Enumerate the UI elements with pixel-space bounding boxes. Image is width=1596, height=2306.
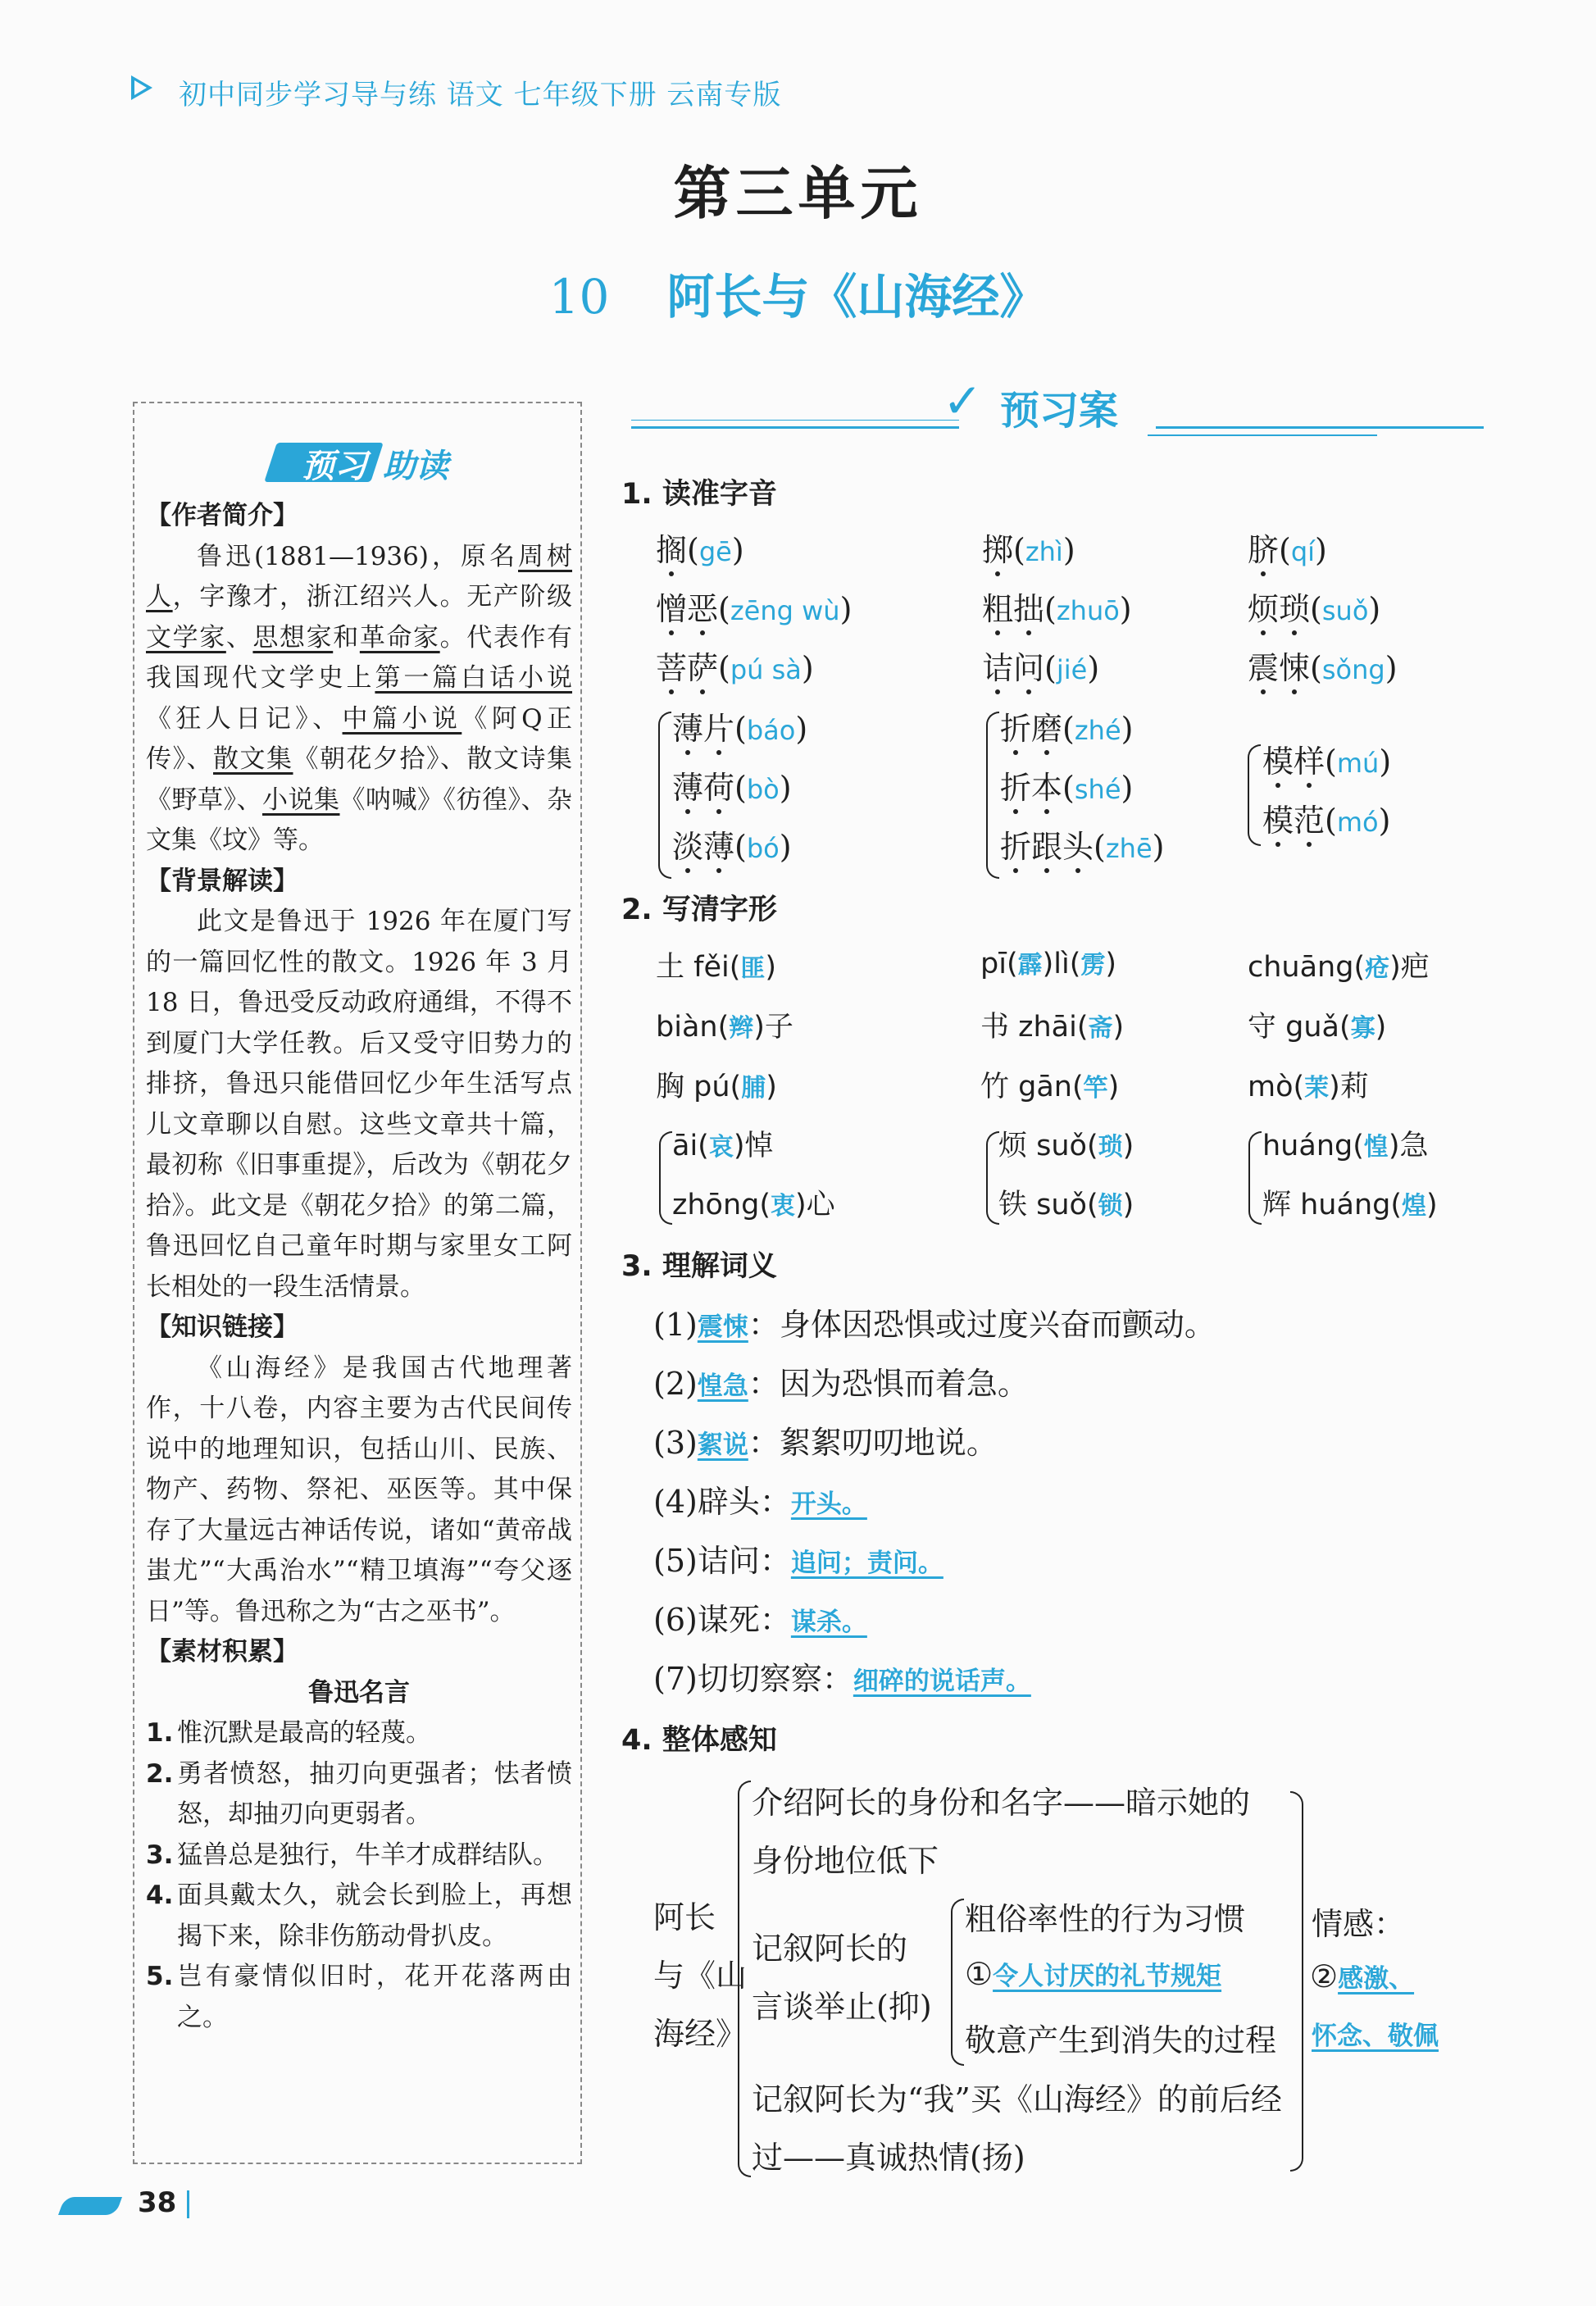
glyph-answer: 脯 — [741, 1074, 766, 1103]
char: 模 — [1262, 744, 1294, 780]
text-fragment: ① — [965, 1956, 994, 1992]
glyph-suffix: ) — [766, 1071, 777, 1103]
quote-text: 惟沉默是最高的轻蔑。 — [177, 1718, 431, 1748]
char: 搁 — [656, 532, 688, 568]
char: 本 — [1031, 770, 1063, 806]
quote-item — [146, 1876, 572, 1957]
pronunciation-item: 震悚(sǒng) — [1248, 650, 1398, 686]
char: 薄 — [672, 711, 704, 747]
glyph-prompt: āi( — [672, 1130, 709, 1162]
emotion-answer-1 — [1310, 1958, 1414, 1994]
glyph-prompt: pī( — [980, 948, 1018, 980]
text-fragment: 鲁迅(1881—1936)，原名 — [197, 541, 518, 571]
quote-text: 猛兽总是独行，牛羊才成群结队。 — [177, 1840, 558, 1870]
char: 脐 — [1248, 532, 1280, 568]
char: 恶 — [687, 591, 719, 627]
quote-item — [146, 1835, 572, 1876]
vocab-number: (4) — [653, 1484, 698, 1520]
glyph-answer: 琐 — [1098, 1133, 1123, 1162]
preview-rule — [631, 426, 959, 429]
pronunciation-group-item: 淡薄(bó) — [672, 829, 792, 865]
vocab-item — [653, 1535, 944, 1581]
word — [1000, 829, 1094, 865]
pinyin: gē — [698, 536, 732, 567]
pinyin: jié — [1056, 654, 1088, 685]
section-1-title: 1. 读准字音 — [621, 478, 777, 511]
glyph-answer: 疮 — [1365, 954, 1390, 983]
glyph-prompt: 竹 gān( — [980, 1071, 1084, 1103]
pronunciation-item: 脐(qí) — [1248, 532, 1327, 568]
word — [656, 532, 687, 568]
word — [1000, 770, 1062, 806]
text-fragment: 《阿Q正传》、 — [146, 703, 573, 774]
pinyin: zhuō — [1056, 595, 1120, 626]
lesson-number: 10 — [548, 269, 610, 325]
quote-number: 5. — [146, 1962, 174, 1991]
quote-text: 勇者愤怒，抽刃向更强者；怯者愤怒，却抽刃向更弱者。 — [177, 1758, 572, 1829]
vocab-item — [653, 1653, 1031, 1699]
text-fragment: ，字豫才，浙江绍兴人。无产阶级 — [172, 582, 573, 612]
glyph-answer: 辫 — [729, 1014, 754, 1043]
vocab-word: 震悚 — [697, 1312, 748, 1342]
glyph-suffix: ) — [1122, 1130, 1134, 1162]
lesson-title: 阿长与《山海经》 — [666, 269, 1048, 325]
check-icon: ✓ — [943, 373, 983, 429]
char: 薄 — [703, 829, 735, 865]
pronunciation-item: 憎恶(zēng wù) — [656, 591, 853, 627]
word — [1262, 803, 1325, 839]
glyph-prompt: huáng( — [1262, 1130, 1364, 1162]
pinyin: mú — [1336, 748, 1380, 779]
pinyin: bó — [746, 833, 780, 864]
char: 诘 — [982, 650, 1014, 686]
section-3-title: 3. 理解词义 — [621, 1250, 777, 1283]
glyph-answer: 哀 — [708, 1133, 734, 1162]
text-fragment: ② — [1310, 1958, 1339, 1994]
pronunciation-group-item: 薄片(báo) — [672, 711, 808, 747]
sidebar-content — [146, 496, 572, 2038]
char: 折 — [1000, 711, 1032, 747]
glyph-item — [1262, 1123, 1429, 1164]
badge-preview: 预习 — [302, 448, 367, 485]
group-brace — [659, 1131, 672, 1225]
char: 琐 — [1279, 591, 1311, 627]
char: 粗 — [982, 591, 1014, 627]
quote-item — [146, 1754, 572, 1835]
glyph-suffix: )心 — [795, 1189, 835, 1221]
vocab-number: (6) — [653, 1602, 698, 1638]
char: 拙 — [1013, 591, 1045, 627]
vocab-answer: 细碎的说话声。 — [853, 1667, 1031, 1696]
vocab-item — [653, 1299, 1216, 1344]
glyph-item — [980, 944, 1116, 980]
vocab-word: 絮说 — [697, 1430, 748, 1460]
lesson-heading — [0, 258, 1596, 327]
word — [1248, 591, 1310, 627]
pronunciation-group-item: 折磨(zhé) — [1000, 711, 1134, 747]
pronunciation-group-item: 薄荷(bò) — [672, 770, 792, 806]
main-brace — [738, 1781, 751, 2177]
glyph-answer: 匪 — [740, 954, 766, 983]
glyph-item — [1248, 944, 1430, 985]
char: 片 — [703, 711, 735, 747]
glyph-item — [672, 1123, 773, 1164]
text-fragment: 《朝花夕拾》、散文诗集《野草》、 — [146, 744, 572, 815]
pronunciation-item: 搁(gē) — [656, 532, 744, 568]
glyph-answer: 斋 — [1088, 1014, 1113, 1043]
glyph-answer: 锁 — [1098, 1192, 1123, 1221]
pinyin: zhì — [1025, 536, 1063, 567]
vocab-word: 惶急 — [697, 1371, 748, 1401]
text-fragment: 《呐喊》《彷徨》、杂文集《坟》等。 — [146, 785, 572, 855]
badge-reading: 助读 — [383, 448, 448, 485]
vocab-definition: ： — [759, 1543, 791, 1579]
char: 烦 — [1248, 591, 1280, 627]
char: 震 — [1248, 650, 1280, 686]
glyph-prompt: chuāng( — [1248, 951, 1366, 984]
branch-3-line-2: 过——真诚热情(扬) — [752, 2140, 1025, 2176]
pinyin: zhē — [1105, 833, 1153, 864]
char: 磨 — [1031, 711, 1063, 747]
vocab-answer: 开头。 — [790, 1490, 867, 1519]
pronunciation-item: 诘问(jié) — [982, 650, 1100, 686]
glyph-answer: 茉 — [1304, 1074, 1330, 1103]
vocab-word: 诘问 — [697, 1543, 760, 1579]
group-brace — [986, 712, 999, 879]
char: 头 — [1062, 829, 1094, 865]
glyph-answer: 衷 — [771, 1192, 796, 1221]
glyph-prompt: 守 guǎ( — [1248, 1011, 1351, 1044]
branch-3-line-1: 记叙阿长为“我”买《山海经》的前后经 — [752, 2081, 1282, 2117]
quote-number: 4. — [146, 1881, 174, 1910]
glyph-prompt: biàn( — [656, 1011, 730, 1044]
glyph-prompt: )lì( — [1042, 948, 1081, 980]
pronunciation-group-item: 模样(mú) — [1262, 744, 1392, 780]
pronunciation-group-item: 折本(shé) — [1000, 770, 1134, 806]
quote-number: 1. — [146, 1718, 174, 1748]
char: 折 — [1000, 829, 1032, 865]
glyph-suffix: ) — [1375, 1011, 1387, 1044]
root-line-2: 与《山 — [653, 1958, 748, 1994]
glyph-answer: 寡 — [1350, 1014, 1375, 1043]
word — [672, 829, 734, 865]
glyph-suffix: ) — [765, 951, 777, 984]
vocab-word: 切切察察 — [697, 1661, 822, 1697]
word — [1262, 744, 1325, 780]
glyph-item — [656, 1004, 793, 1045]
char: 掷 — [982, 532, 1014, 568]
material-label: 【素材积累】 — [146, 1637, 298, 1667]
page-number-divider — [187, 2190, 189, 2218]
glyph-answer: 惶 — [1363, 1133, 1389, 1162]
char: 憎 — [656, 591, 688, 627]
vocab-definition: ： — [759, 1602, 791, 1638]
section-2-title: 2. 写清字形 — [621, 894, 777, 926]
pinyin: shé — [1074, 774, 1121, 805]
vocab-word: 谋死 — [697, 1602, 760, 1638]
sub-item-2 — [965, 1955, 1221, 1992]
glyph-item — [1248, 1064, 1369, 1105]
glyph-answer: 竿 — [1083, 1074, 1108, 1103]
vocab-definition: ： — [759, 1484, 791, 1520]
quote-item — [146, 1957, 572, 2038]
word — [672, 770, 734, 806]
preview-rule — [631, 420, 959, 421]
quote-number: 3. — [146, 1840, 174, 1870]
page-tab-decoration — [58, 2197, 122, 2215]
quote-text: 面具戴太久，就会长到脸上，再想揭下来，除非伤筋动骨扒皮。 — [177, 1881, 572, 1951]
vocab-answer: 谋杀。 — [790, 1608, 867, 1637]
author-label: 【作者简介】 — [146, 501, 298, 530]
pinyin: suǒ — [1321, 595, 1369, 626]
word — [982, 532, 1013, 568]
vocab-number: (2) — [653, 1366, 698, 1402]
knowledge-text: 《山海经》是我国古代地理著作，十八卷，内容主要为古代民间传说中的地理知识，包括山川、民族、物产、药物、祭祀、巫医等。其中保存了大量远古神话传说，诸如“黄帝战蚩尤”“大禹治水”“精卫填海”“夸父逐日”等。鲁迅称之为“古之巫书”。 — [146, 1353, 572, 1626]
text-fragment: 《狂人日记》、 — [146, 703, 343, 734]
word — [672, 711, 734, 747]
glyph-prompt: zhōng( — [672, 1189, 771, 1221]
glyph-prompt: 辉 huáng( — [1262, 1189, 1402, 1221]
emotion-brace — [1290, 1791, 1303, 2172]
vocab-item — [653, 1594, 867, 1640]
pinyin: sǒng — [1321, 654, 1385, 685]
unit-title: 第三单元 — [673, 159, 923, 227]
glyph-item — [1248, 1004, 1386, 1045]
quote-text: 岂有豪情似旧时，花开花落两由之。 — [177, 1962, 572, 2032]
glyph-prompt: 土 fěi( — [656, 951, 741, 984]
vocab-definition: ：絮絮叨叨地说。 — [748, 1425, 998, 1461]
knowledge-label: 【知识链接】 — [146, 1312, 298, 1342]
word — [1248, 650, 1310, 686]
emotion-answer-2 — [1312, 2015, 1439, 2052]
word — [1000, 711, 1062, 747]
quote-item — [146, 1713, 572, 1754]
glyph-answer: 煌 — [1402, 1192, 1426, 1221]
pronunciation-group-item: 折跟头(zhē) — [1000, 829, 1165, 865]
pronunciation-item: 菩萨(pú sà) — [656, 650, 814, 686]
glyph-item — [998, 1182, 1134, 1223]
glyph-item — [1262, 1182, 1438, 1223]
word — [982, 650, 1044, 686]
pinyin: báo — [746, 715, 796, 746]
running-header: 初中同步学习导与练 语文 七年级下册 云南专版 — [179, 79, 782, 111]
quote-number: 2. — [146, 1758, 174, 1789]
glyph-item — [656, 944, 776, 985]
glyph-item — [672, 1182, 835, 1223]
quotes-list — [146, 1713, 572, 2038]
text-fragment: 感激、 — [1338, 1964, 1415, 1994]
vocab-number: (1) — [653, 1307, 698, 1343]
text-fragment: 、 — [225, 622, 253, 653]
word — [1248, 532, 1279, 568]
word — [656, 650, 718, 686]
sub-item-3: 敬意产生到消失的过程 — [965, 2022, 1277, 2058]
vocab-definition: ： — [821, 1661, 853, 1697]
vocab-item — [653, 1358, 1029, 1403]
pinyin: zēng wù — [730, 595, 840, 626]
glyph-answer: 雳 — [1080, 951, 1106, 980]
pronunciation-item: 粗拙(zhuō) — [982, 591, 1132, 627]
branch-2-line-1: 记叙阿长的 — [752, 1931, 908, 1967]
section-4-title: 4. 整体感知 — [621, 1724, 777, 1757]
glyph-item — [980, 1004, 1124, 1045]
root-line-1: 阿长 — [653, 1899, 716, 1935]
vocab-definition: ：身体因恐惧或过度兴奋而颤动。 — [748, 1307, 1216, 1343]
glyph-prompt: mò( — [1248, 1071, 1305, 1103]
root-line-3: 海经》 — [653, 2016, 748, 2052]
vocab-item — [653, 1417, 998, 1462]
pinyin: bò — [746, 774, 780, 805]
glyph-answer: 霹 — [1017, 951, 1043, 980]
emotion-label: 情感： — [1312, 1906, 1406, 1942]
pinyin: qí — [1290, 536, 1316, 567]
glyph-suffix: ) — [1112, 1011, 1125, 1044]
glyph-suffix: )莉 — [1329, 1071, 1369, 1103]
char: 范 — [1294, 803, 1325, 839]
glyph-suffix: ) — [1107, 1071, 1120, 1103]
char: 萨 — [687, 650, 719, 686]
glyph-suffix: ) — [1426, 1189, 1438, 1221]
glyph-prompt: 胸 pú( — [656, 1071, 742, 1103]
play-triangle-icon — [131, 75, 152, 100]
glyph-item — [980, 1064, 1119, 1105]
glyph-prompt: 铁 suǒ( — [998, 1189, 1098, 1221]
group-brace — [1248, 744, 1261, 846]
glyph-item — [656, 1064, 777, 1105]
char: 菩 — [656, 650, 688, 686]
pinyin: zhé — [1074, 715, 1121, 746]
preview-title: 预习案 — [1000, 388, 1119, 434]
char: 样 — [1294, 744, 1325, 780]
group-brace — [1248, 1131, 1262, 1225]
text-fragment: 。代表作有我国现代文学史上 — [146, 622, 573, 693]
glyph-suffix: ) — [1105, 948, 1117, 980]
sub-item-1: 粗俗率性的行为习惯 — [965, 1901, 1246, 1937]
glyph-suffix: )疤 — [1389, 951, 1430, 984]
vocab-word: 辟头 — [697, 1484, 760, 1520]
branch-1-line-2: 身份地位低下 — [752, 1843, 939, 1879]
char: 薄 — [672, 770, 704, 806]
glyph-prompt: 烦 suǒ( — [998, 1130, 1098, 1162]
glyph-suffix: )子 — [753, 1011, 793, 1044]
char: 淡 — [672, 829, 704, 865]
word — [656, 591, 718, 627]
pronunciation-group-item: 模范(mó) — [1262, 803, 1391, 839]
char: 问 — [1013, 650, 1045, 686]
pinyin: mó — [1336, 807, 1379, 838]
text-fragment: 和 — [333, 622, 360, 653]
branch-1-line-1: 介绍阿长的身份和名字——暗示她的 — [752, 1785, 1251, 1821]
vocab-definition: ：因为恐惧而着急。 — [748, 1366, 1029, 1402]
sub-brace — [951, 1899, 964, 2066]
glyph-suffix: )悼 — [733, 1130, 774, 1162]
char: 悚 — [1279, 650, 1311, 686]
preview-rule — [1148, 434, 1377, 436]
glyph-suffix: ) — [1122, 1189, 1134, 1221]
text-fragment: 怀念、敬佩 — [1312, 2022, 1439, 2051]
char: 折 — [1000, 770, 1032, 806]
answer-etiquette: 令人讨厌的礼节规矩 — [993, 1962, 1222, 1991]
author-text: 鲁迅(1881—1936)，原名周树人，字豫才，浙江绍兴人。无产阶级文学家、思想家和革命家。代表作有我国现代文学史上第一篇白话小说《狂人日记》、中篇小说《阿Q正传》、散文集《朝花夕拾》、散文诗集《野草》、小说集《呐喊》《彷徨》、杂文集《坟》等。 — [146, 541, 573, 855]
branch-2-line-2: 言谈举止(抑) — [752, 1989, 932, 2025]
quotes-title: 鲁迅名言 — [308, 1677, 410, 1708]
background-text: 此文是鲁迅于 1926 年在厦门写的一篇回忆性的散文。1926 年 3 月 18 日，鲁迅受反动政府通缉，不得不到厦门大学任教。后又受守旧势力的排挤，鲁迅只能借回忆少年生活写点儿文章聊以自慰。这些文章共十篇，最初称《旧事重提》，后改为《朝花夕拾》。此文是《朝花夕拾》的第二篇，鲁迅回忆自己童年时期与家里女工阿长相处的一段生活情景。 — [146, 907, 572, 1302]
word — [982, 591, 1044, 627]
char: 荷 — [703, 770, 735, 806]
group-brace — [658, 712, 671, 879]
char: 模 — [1262, 803, 1294, 839]
glyph-suffix: )急 — [1388, 1130, 1429, 1162]
pronunciation-item: 烦琐(suǒ) — [1248, 591, 1381, 627]
vocab-number: (5) — [653, 1543, 698, 1579]
glyph-prompt: 书 zhāi( — [980, 1011, 1089, 1044]
vocab-item — [653, 1476, 867, 1521]
char: 跟 — [1031, 829, 1063, 865]
glyph-item — [998, 1123, 1134, 1164]
pinyin: pú sà — [730, 654, 802, 685]
group-brace — [986, 1131, 999, 1225]
page-number: 38 — [138, 2186, 177, 2219]
vocab-answer: 追问；责问。 — [790, 1549, 944, 1578]
vocab-number: (3) — [653, 1425, 698, 1461]
pronunciation-item: 掷(zhì) — [982, 532, 1075, 568]
background-label: 【背景解读】 — [146, 866, 298, 896]
preview-rule — [1156, 426, 1484, 429]
vocab-number: (7) — [653, 1661, 698, 1697]
